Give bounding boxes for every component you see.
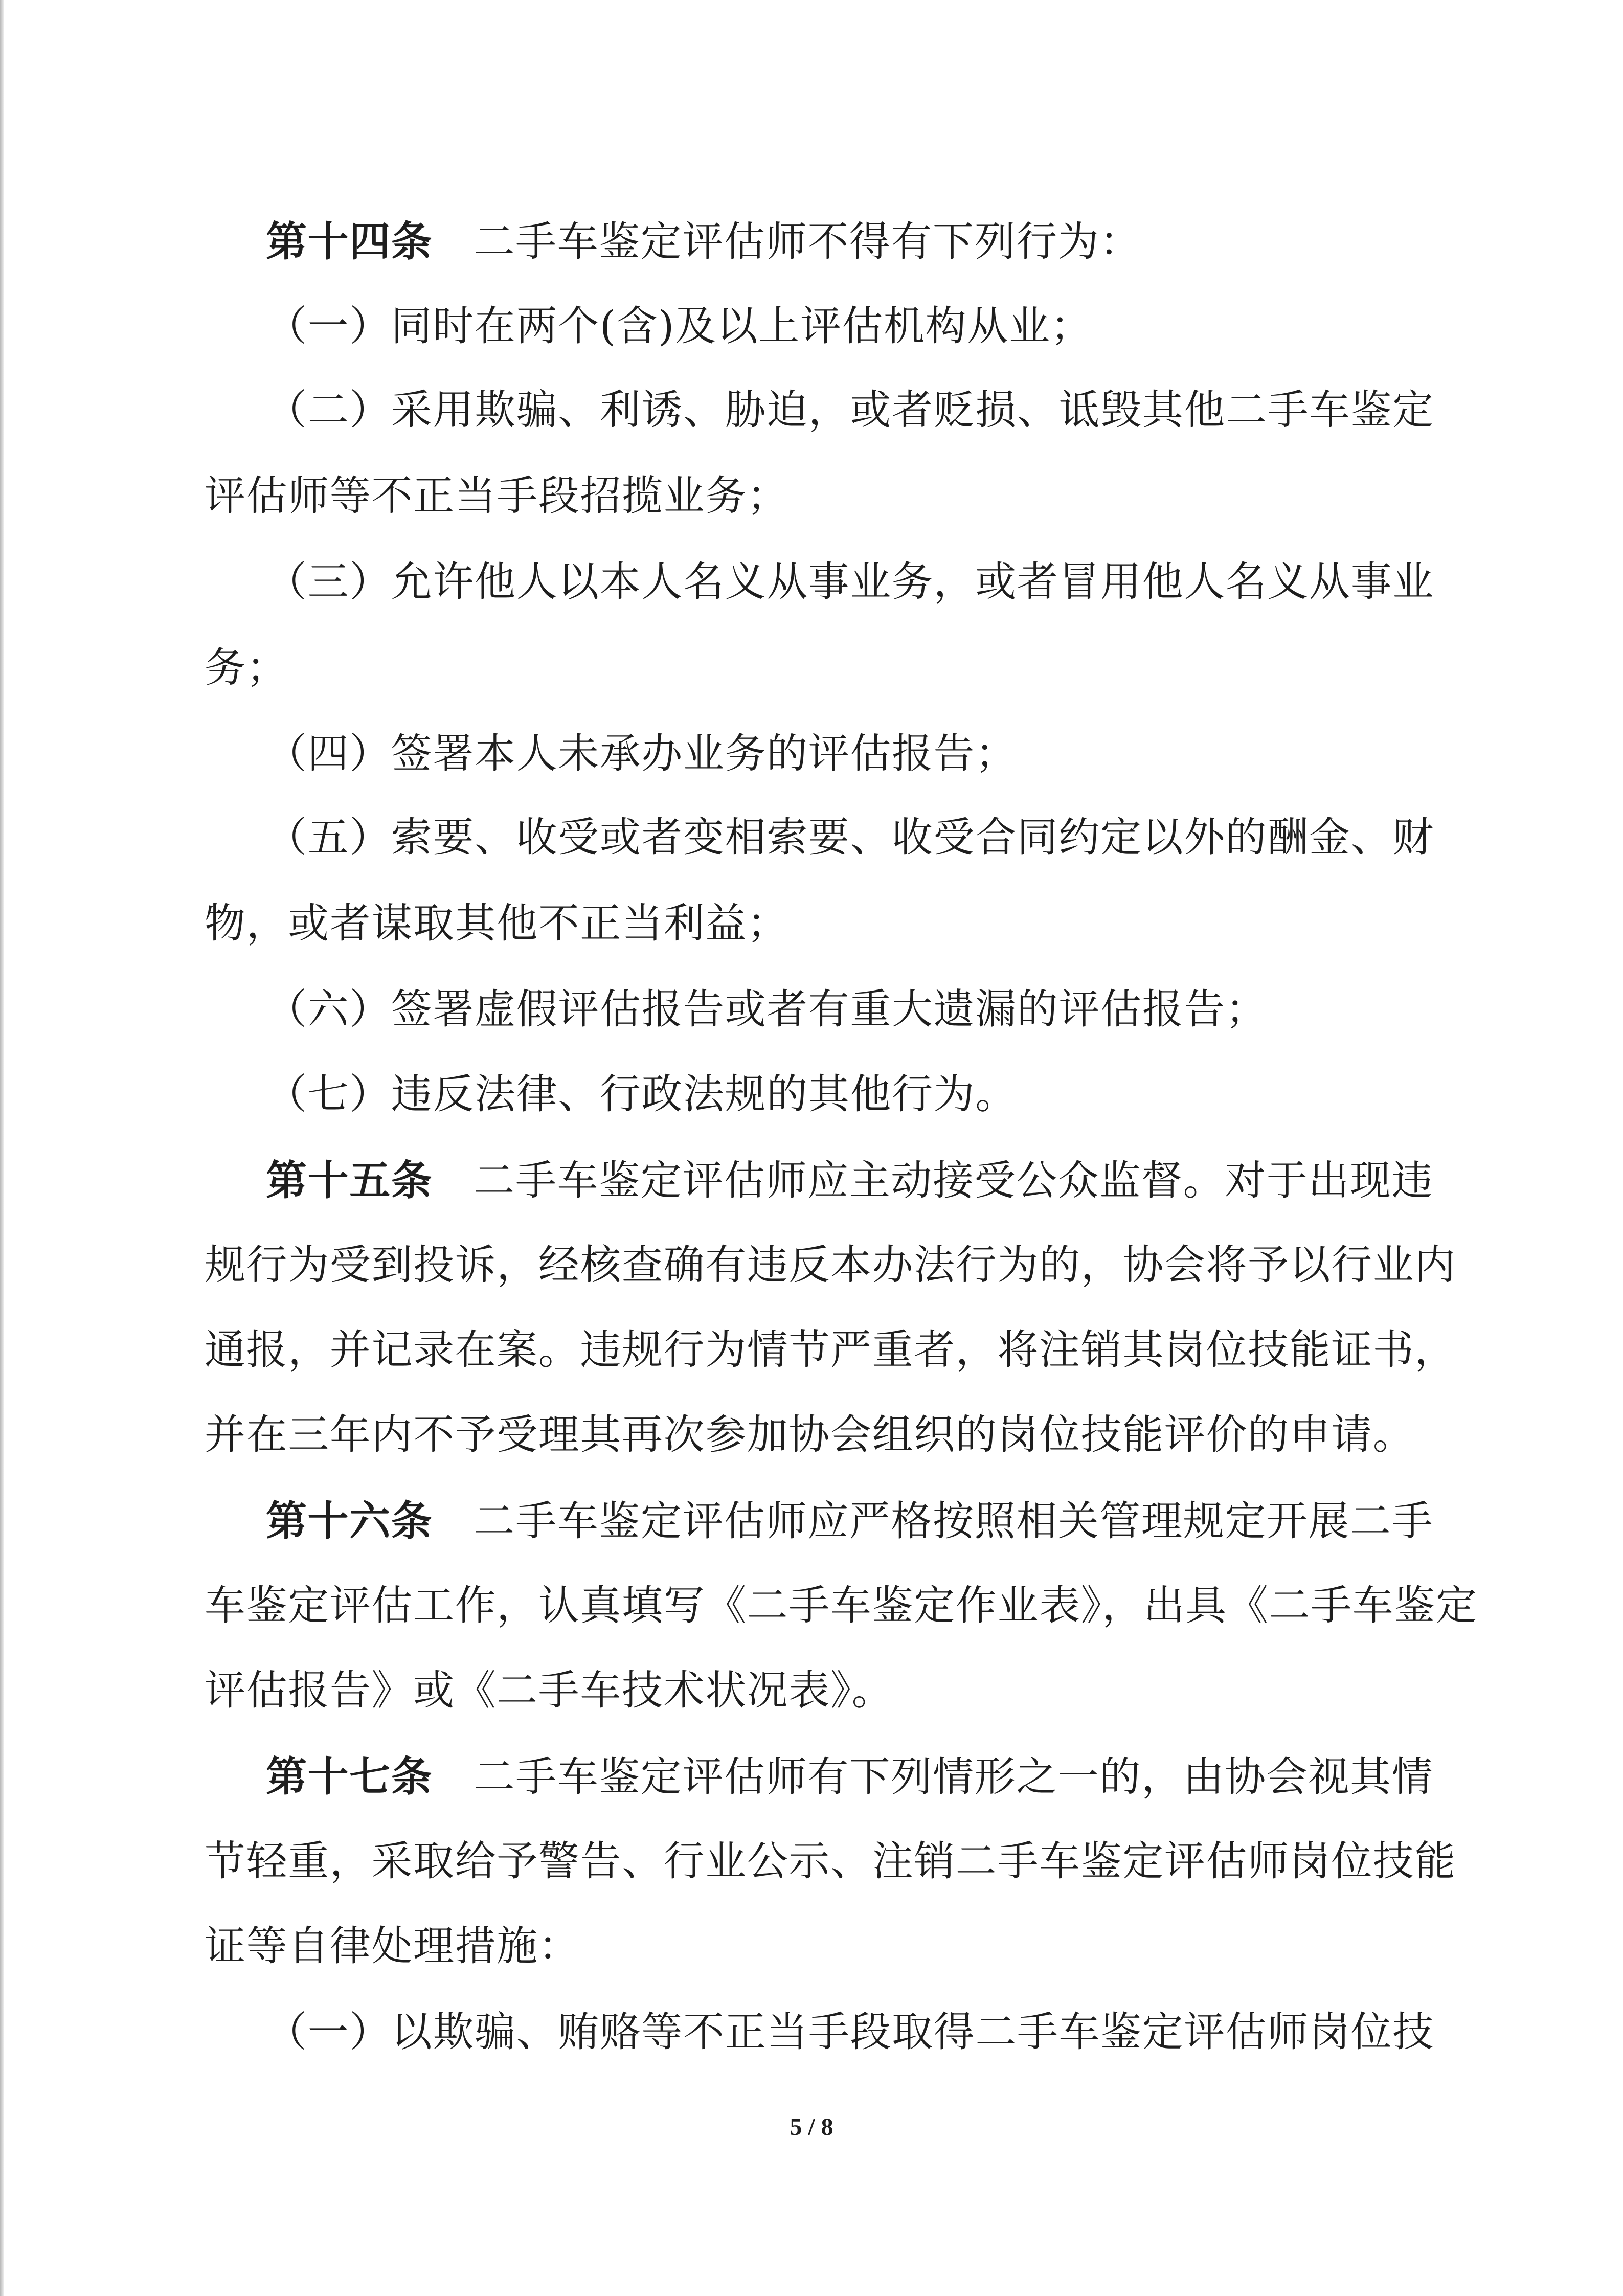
article-17-text: 二手车鉴定评估师有下列情形之一的，由协会视其情 xyxy=(474,1753,1434,1800)
article-14-item-2-line-2: 评估师等不正当手段招揽业务； xyxy=(205,472,789,520)
article-14-item-4: （四）签署本人未承办业务的评估报告； xyxy=(266,730,1017,777)
article-14-item-5-line-1: （五）索要、收受或者变相索要、收受合同约定以外的酬金、财 xyxy=(266,814,1434,861)
article-16-text: 二手车鉴定评估师应严格按照相关管理规定开展二手 xyxy=(474,1497,1434,1545)
page-number: 5 / 8 xyxy=(790,2113,833,2141)
article-17-line-1 xyxy=(266,1751,1434,1803)
article-14-text: 二手车鉴定评估师不得有下列行为： xyxy=(474,218,1142,265)
article-14-heading: 第十四条 xyxy=(266,217,433,265)
article-14-item-5-line-2: 物，或者谋取其他不正当利益； xyxy=(205,899,789,947)
article-17-line-2: 节轻重，采取给予警告、行业公示、注销二手车鉴定评估师岗位技能 xyxy=(205,1837,1456,1885)
article-14-item-2-line-1: （二）采用欺骗、利诱、胁迫，或者贬损、诋毁其他二手车鉴定 xyxy=(266,386,1434,434)
article-17-item-1: （一）以欺骗、贿赂等不正当手段取得二手车鉴定评估师岗位技 xyxy=(266,2008,1434,2056)
article-14-line-1 xyxy=(266,216,1142,267)
article-16-line-1 xyxy=(266,1495,1434,1547)
article-14-item-7: （七）违反法律、行政法规的其他行为。 xyxy=(266,1070,1017,1118)
article-14-item-1: （一）同时在两个(含)及以上评估机构从业； xyxy=(266,302,1093,350)
article-16-line-3: 评估报告》或《二手车技术状况表》。 xyxy=(205,1667,894,1714)
article-15-line-4: 并在三年内不予受理其再次参加协会组织的岗位技能评价的申请。 xyxy=(205,1411,1415,1458)
article-14-item-3-line-1: （三）允许他人以本人名义从事业务，或者冒用他人名义从事业 xyxy=(266,558,1434,605)
article-15-text: 二手车鉴定评估师应主动接受公众监督。对于出现违 xyxy=(474,1157,1434,1204)
article-15-line-3: 通报，并记录在案。违规行为情节严重者，将注销其岗位技能证书， xyxy=(205,1326,1456,1374)
article-14-item-6: （六）签署虚假评估报告或者有重大遗漏的评估报告； xyxy=(266,985,1268,1033)
article-16-heading: 第十六条 xyxy=(266,1497,433,1545)
article-17-heading: 第十七条 xyxy=(266,1752,433,1800)
article-17-line-3: 证等自律处理措施： xyxy=(205,1922,580,1970)
article-15-line-2: 规行为受到投诉，经核查确有违反本办法行为的，协会将予以行业内 xyxy=(205,1241,1456,1289)
article-14-item-3-line-2: 务； xyxy=(205,644,288,691)
article-16-line-2: 车鉴定评估工作，认真填写《二手车鉴定作业表》，出具《二手车鉴定 xyxy=(205,1582,1478,1629)
article-15-line-1 xyxy=(266,1155,1434,1206)
article-15-heading: 第十五条 xyxy=(266,1156,433,1204)
